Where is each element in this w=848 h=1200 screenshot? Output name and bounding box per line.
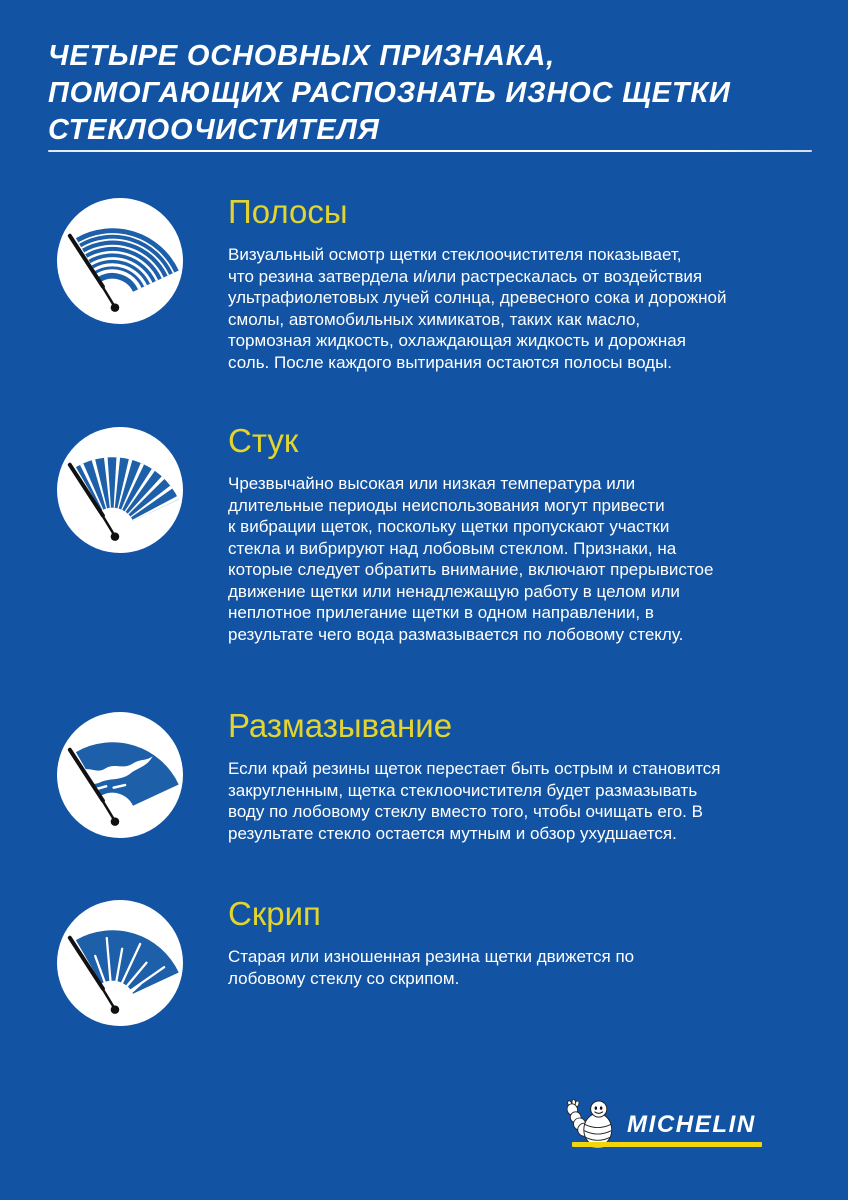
title-divider [48, 150, 812, 152]
title-line: СТЕКЛООЧИСТИТЕЛЯ [48, 114, 380, 146]
section-body [228, 946, 634, 989]
section-body [228, 473, 713, 645]
title-line: ЧЕТЫРЕ ОСНОВНЫХ ПРИЗНАКА, [48, 40, 556, 72]
section-heading: Размазывание [228, 707, 453, 744]
section-squeaking [57, 895, 635, 1026]
section-body [228, 758, 721, 844]
body-line: стекла и вибрируют над лобовым стеклом. Признаки, на [228, 538, 677, 558]
body-line: что резина затвердела и/или растрескалась от воздействия [228, 266, 703, 286]
body-line: неплотное прилегание щетки в одном направлении, в [228, 603, 654, 622]
body-line: Если край резины щеток перестает быть острым и становится [228, 759, 721, 778]
body-line: ультрафиолетовых лучей солнца, древесного сока и дорожной [228, 288, 727, 307]
body-line: движение щетки или ненадлежащую работу в целом или [228, 581, 680, 601]
body-line: смолы, автомобильных химикатов, таких как масло, [228, 309, 641, 329]
body-line: закругленным, щетка стеклоочистителя будет размазывать [228, 780, 698, 800]
main-title [48, 38, 731, 149]
section-chatter [57, 422, 714, 645]
body-line: результате чего вода размазывается по лобовому стеклу. [228, 624, 684, 644]
body-line: к вибрации щеток, поскольку щетки пропускают участки [228, 517, 670, 536]
body-line: результате стекло остается мутным и обзор ухудшается. [228, 823, 677, 843]
body-line: Чрезвычайно высокая или низкая температура или [228, 474, 636, 493]
section-heading: Полосы [228, 193, 348, 230]
body-line: тормозная жидкость, охлаждающая жидкость и дорожная [228, 331, 686, 350]
michelin-wordmark: MICHELIN [627, 1111, 756, 1138]
michelin-logo [561, 1098, 813, 1154]
body-line: длительные периоды неиспользования могут привести [228, 495, 665, 515]
body-line: соль. После каждого вытирания остаются полосы воды. [228, 352, 673, 372]
body-line: Старая или изношенная резина щетки движется по [228, 947, 635, 966]
title-line: ПОМОГАЮЩИХ РАСПОЗНАТЬ ИЗНОС ЩЕТКИ [48, 77, 731, 109]
body-line: лобовому стеклу со скрипом. [228, 968, 460, 988]
body-line: Визуальный осмотр щетки стеклоочистителя показывает, [228, 245, 682, 264]
body-line: воду по лобовому стеклу вместо того, чтобы очищать его. В [228, 802, 703, 821]
section-heading: Стук [228, 422, 299, 459]
body-line: которые следует обратить внимание, включают прерывистое [228, 560, 714, 579]
section-body [228, 244, 726, 373]
section-streaks [57, 193, 727, 373]
section-heading: Скрип [228, 895, 321, 932]
wiper-smear-icon [57, 712, 183, 838]
wiper-chatter-icon [57, 427, 183, 553]
wiper-squeak-icon [57, 900, 183, 1026]
section-smearing [57, 707, 721, 844]
michelin-underline [572, 1142, 762, 1147]
wiper-streaks-icon [57, 198, 183, 324]
